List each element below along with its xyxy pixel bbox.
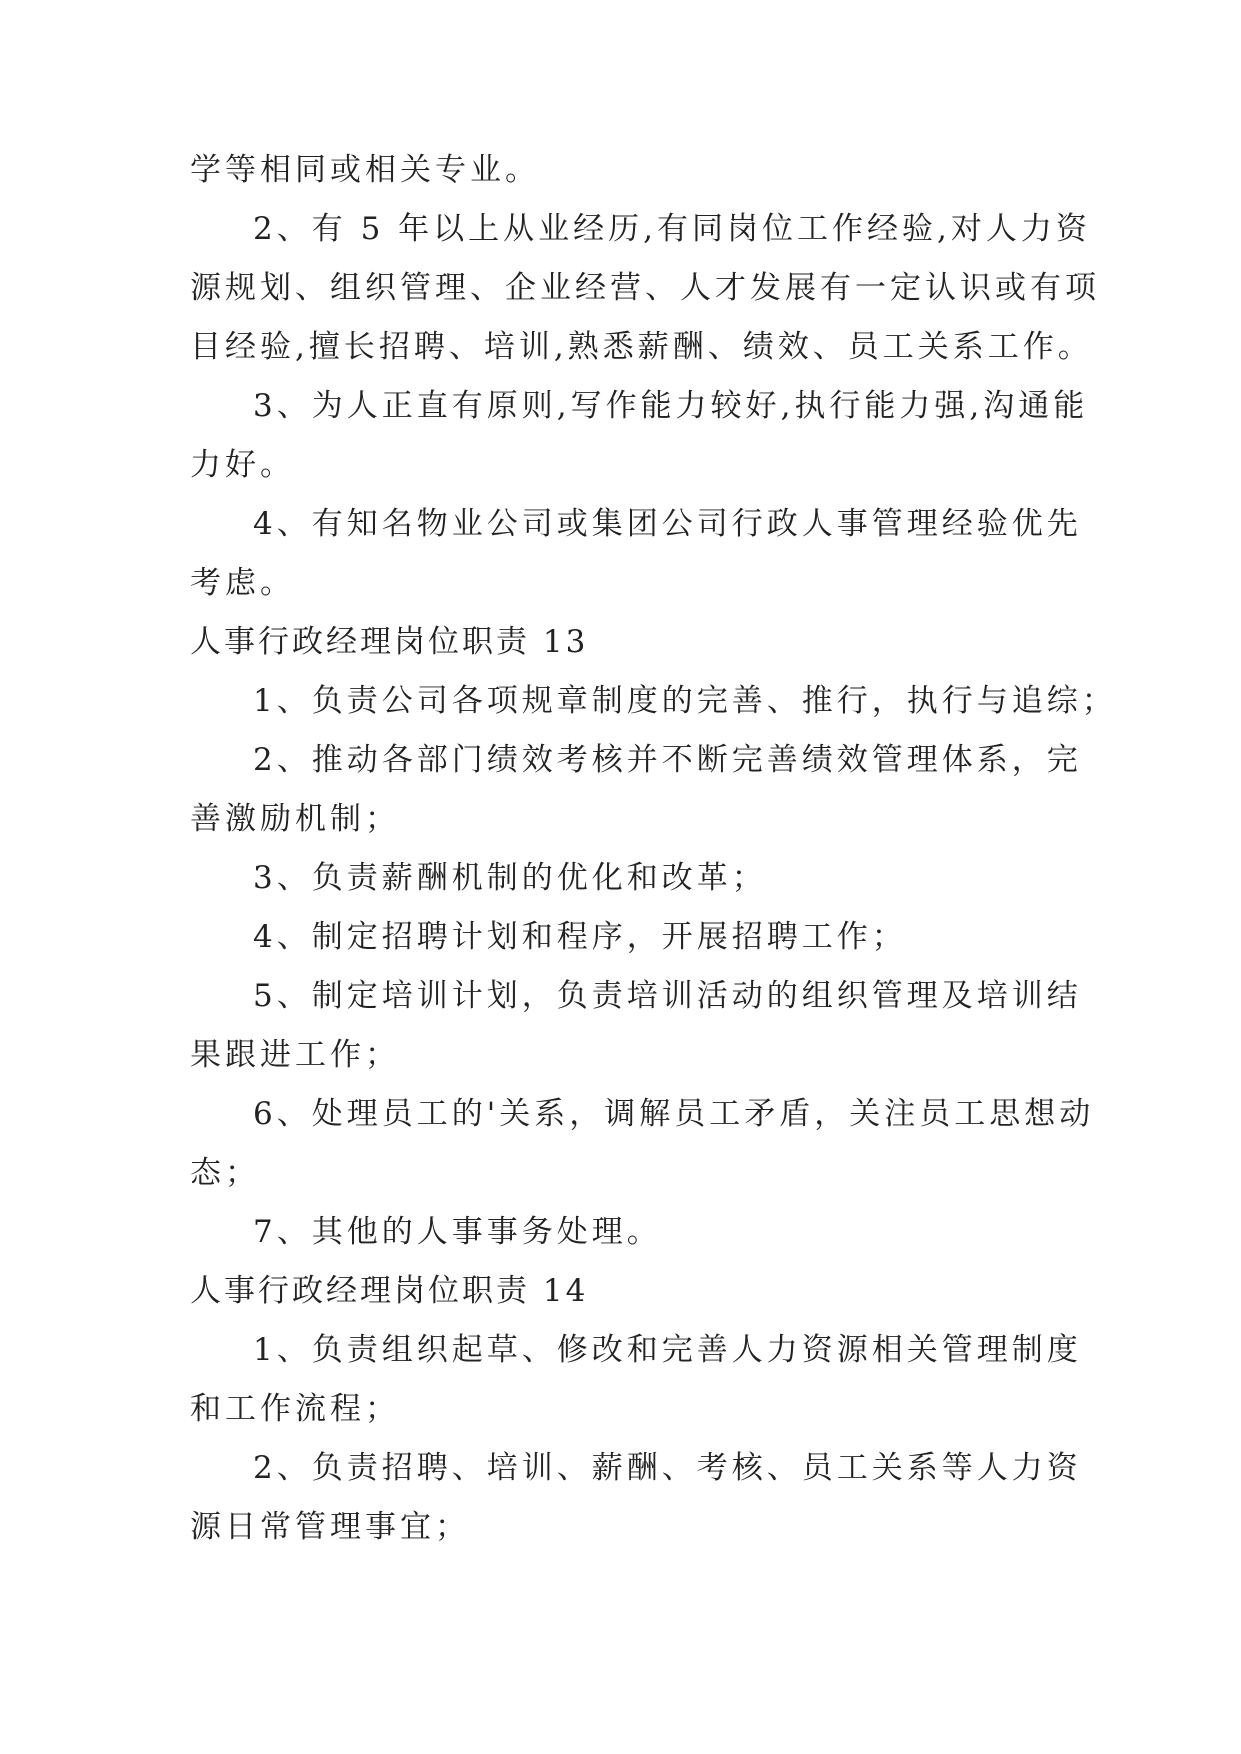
text-line: 源日常管理事宜； — [190, 1509, 470, 1545]
text-line: 4、有知名物业公司或集团公司行政人事管理经验优先 — [253, 506, 1082, 542]
text-line: 3、为人正直有原则,写作能力较好,执行能力强,沟通能 — [253, 388, 1089, 424]
text-line: 1、负责公司各项规章制度的完善、推行，执行与追综； — [253, 683, 1117, 719]
text-line: 考虑。 — [190, 565, 295, 601]
text-line: 态； — [190, 1155, 260, 1191]
text-line: 3、负责薪酬机制的优化和改革； — [253, 860, 767, 896]
text-line: 6、处理员工的'关系，调解员工矛盾，关注员工思想动 — [253, 1096, 1095, 1132]
text-line: 果跟进工作； — [190, 1037, 400, 1073]
text-line: 2、推动各部门绩效考核并不断完善绩效管理体系，完 — [253, 742, 1082, 778]
text-line: 1、负责组织起草、修改和完善人力资源相关管理制度 — [253, 1332, 1082, 1368]
text-line: 7、其他的人事事务处理。 — [253, 1214, 662, 1250]
text-line: 源规划、组织管理、企业经营、人才发展有一定认识或有项 — [190, 270, 1100, 306]
text-line: 善激励机制； — [190, 801, 400, 837]
section-heading: 人事行政经理岗位职责 13 — [190, 624, 589, 660]
text-line: 目经验,擅长招聘、培训,熟悉薪酬、绩效、员工关系工作。 — [190, 329, 1093, 365]
text-line: 4、制定招聘计划和程序，开展招聘工作； — [253, 919, 907, 955]
text-line: 2、负责招聘、培训、薪酬、考核、员工关系等人力资 — [253, 1450, 1082, 1486]
text-line: 学等相同或相关专业。 — [190, 152, 540, 188]
text-line: 2、有 5 年以上从业经历,有同岗位工作经验,对人力资 — [253, 211, 1091, 247]
section-heading: 人事行政经理岗位职责 14 — [190, 1273, 589, 1309]
text-line: 和工作流程； — [190, 1391, 400, 1427]
text-line: 5、制定培训计划，负责培训活动的组织管理及培训结 — [253, 978, 1082, 1014]
text-line: 力好。 — [190, 447, 295, 483]
